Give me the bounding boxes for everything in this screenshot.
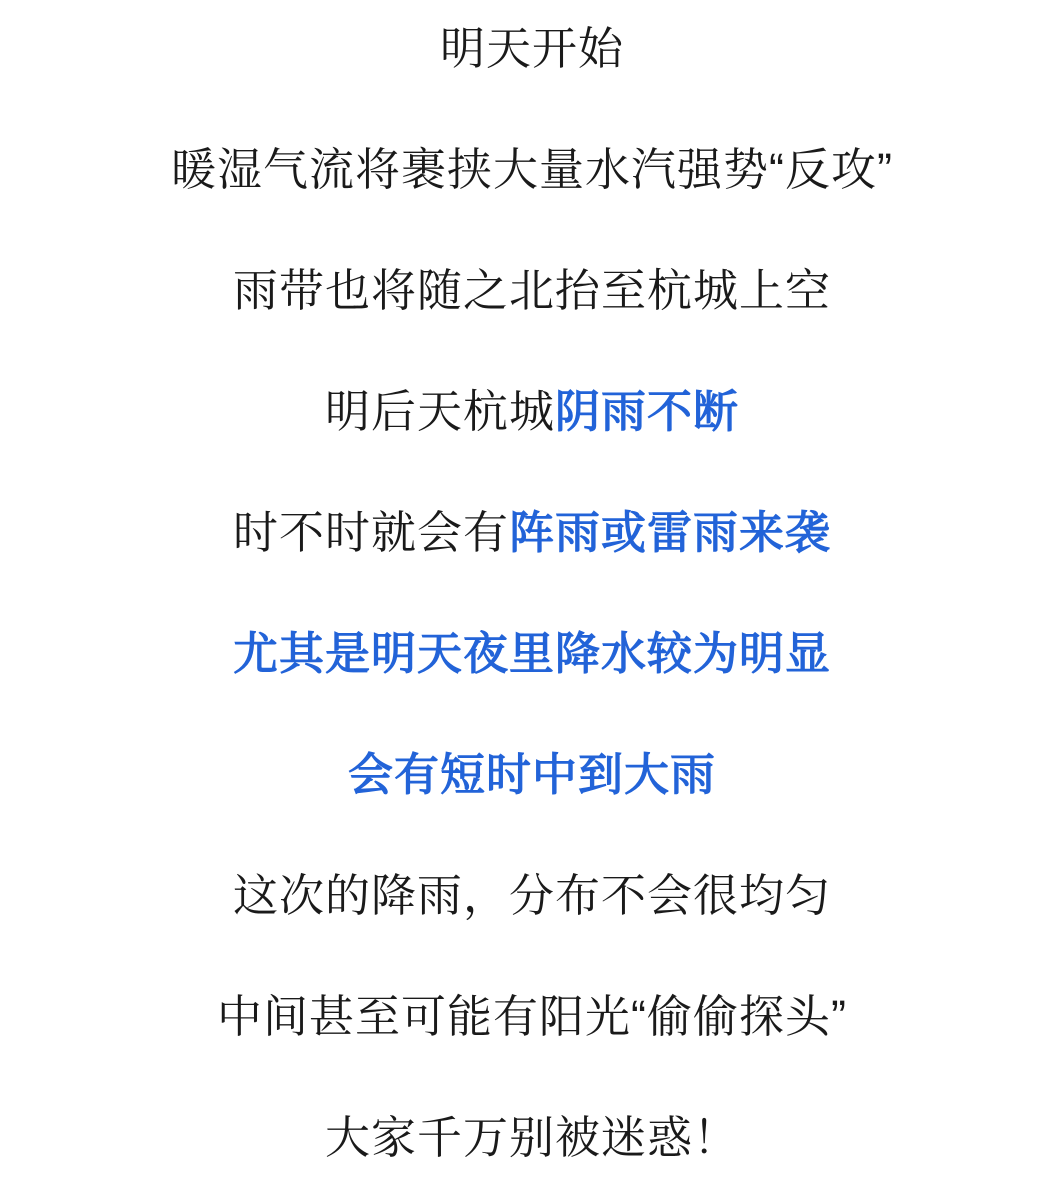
paragraph-sunshine-peek bbox=[217, 991, 847, 1042]
paragraph-rain-band-north bbox=[232, 265, 831, 316]
paragraph-uneven-distribution bbox=[232, 870, 831, 921]
text-segment: 这次的降雨，分布不会很均匀 bbox=[232, 870, 831, 921]
paragraph-dont-be-fooled bbox=[324, 1112, 739, 1163]
text-segment: 明后天杭城 bbox=[324, 386, 555, 437]
text-segment: 中间甚至可能有阳光“偷偷探头” bbox=[217, 991, 847, 1042]
paragraph-tomorrow-start bbox=[439, 23, 624, 74]
paragraph-warm-moist-flow bbox=[171, 144, 893, 195]
text-segment: 暖湿气流将裹挟大量水汽强势“反攻” bbox=[171, 144, 893, 195]
paragraph-night-precipitation bbox=[232, 628, 831, 679]
paragraph-overcast-rain bbox=[324, 386, 740, 437]
highlighted-text-segment: 会有短时中到大雨 bbox=[347, 749, 716, 800]
text-segment: 时不时就会有 bbox=[232, 507, 509, 558]
paragraph-showers-thunder bbox=[232, 507, 832, 558]
text-segment: 大家千万别被迷惑！ bbox=[324, 1112, 739, 1163]
text-segment: 明天开始 bbox=[439, 23, 624, 74]
highlighted-text-segment: 阴雨不断 bbox=[555, 386, 740, 437]
highlighted-text-segment: 尤其是明天夜里降水较为明显 bbox=[232, 628, 831, 679]
text-segment: 雨带也将随之北抬至杭城上空 bbox=[232, 265, 831, 316]
paragraph-moderate-heavy-rain bbox=[347, 749, 716, 800]
highlighted-text-segment: 阵雨或雷雨来袭 bbox=[509, 507, 832, 558]
